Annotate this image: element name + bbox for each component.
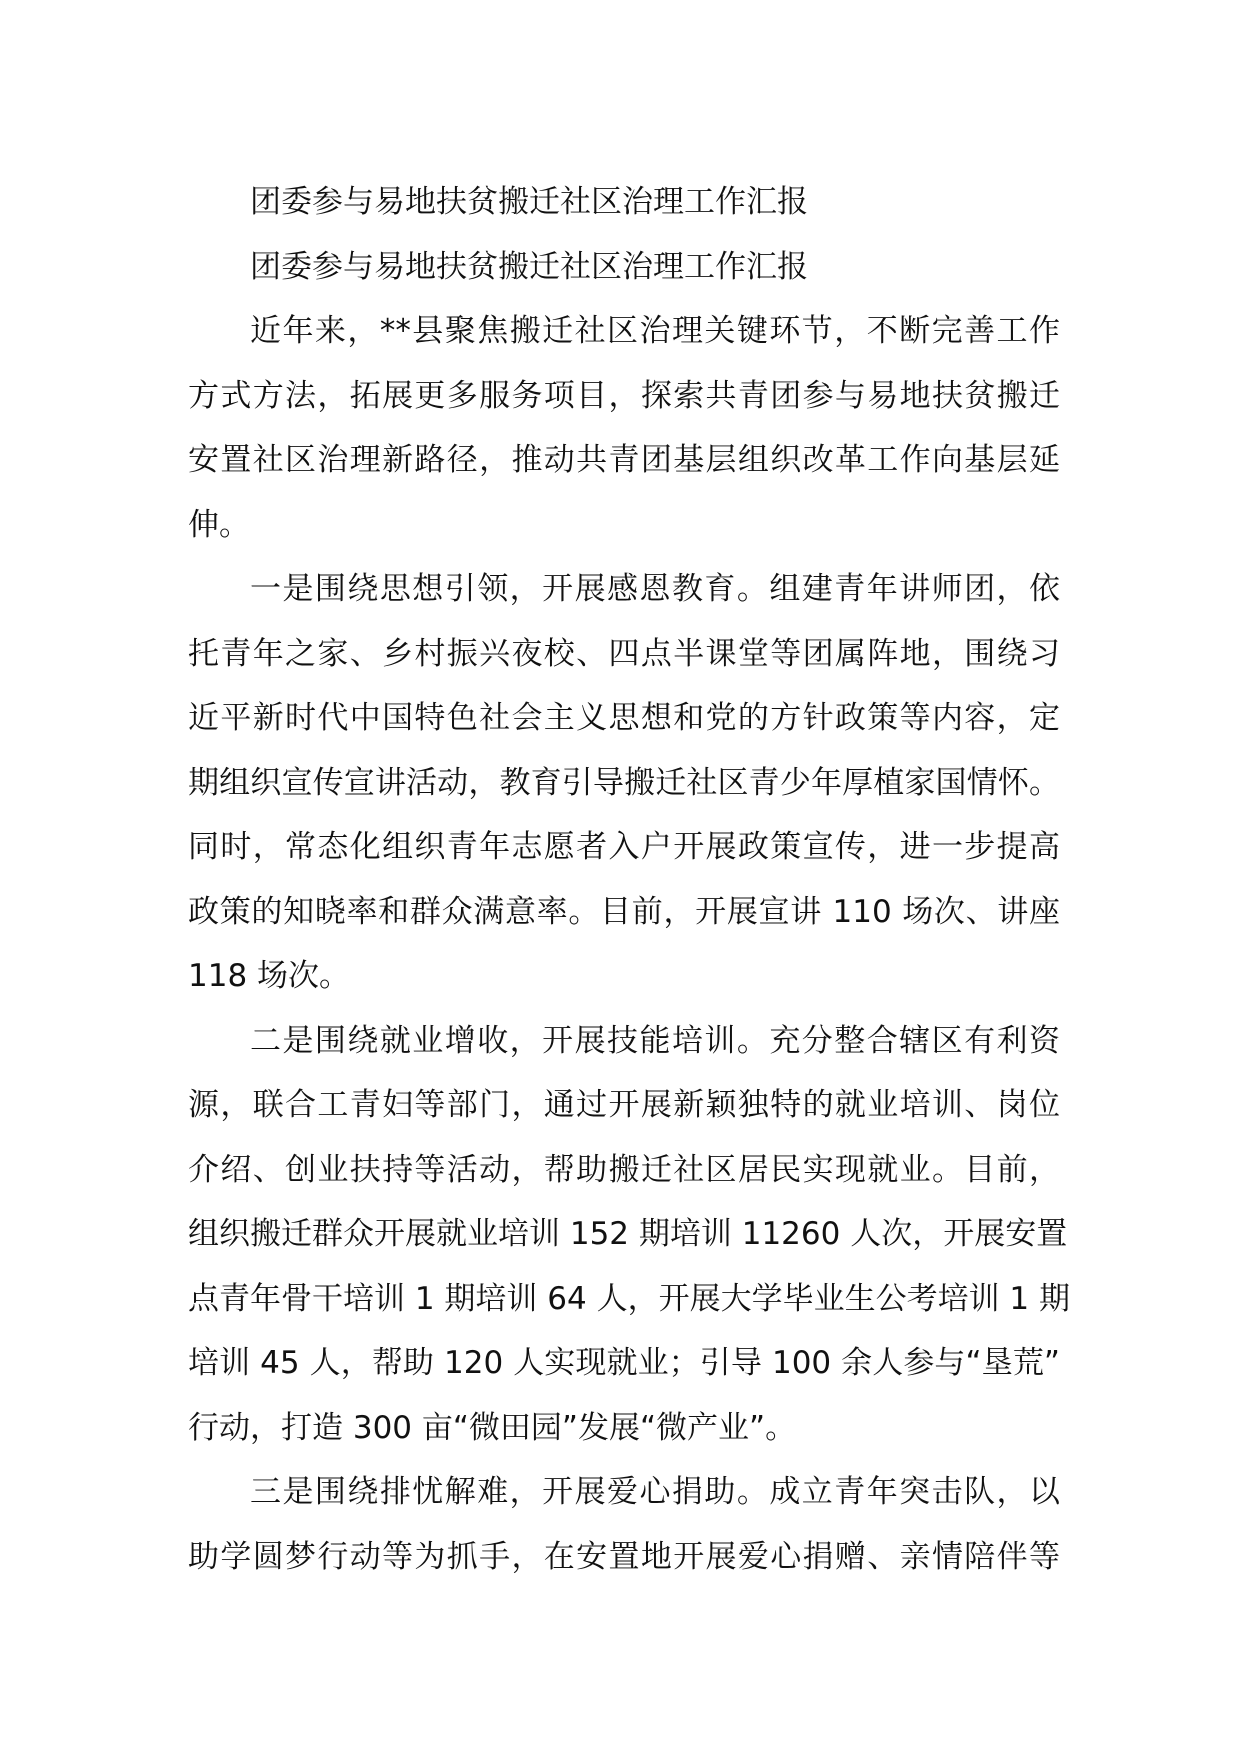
paragraph-line: 源，联合工青妇等部门，通过开展新颖独特的就业培训、岗位 <box>188 1087 1060 1123</box>
paragraph-line: 一是围绕思想引领，开展感恩教育。组建青年讲师团，依 <box>250 571 1060 607</box>
paragraph-line: 伸。 <box>188 506 250 543</box>
paragraph-assistance <box>188 1460 1060 1589</box>
paragraph-line: 方式方法，拓展更多服务项目，探索共青团参与易地扶贫搬迁 <box>188 377 1060 414</box>
paragraph-line: 118 场次。 <box>188 958 351 994</box>
paragraph-line: 二是围绕就业增收，开展技能培训。充分整合辖区有利资 <box>250 1022 1060 1059</box>
paragraph-intro <box>188 299 1060 557</box>
document-body <box>188 170 1071 1589</box>
paragraph-ideology <box>188 557 1060 1009</box>
paragraph-line: 近平新时代中国特色社会主义思想和党的方针政策等内容，定 <box>188 700 1060 736</box>
paragraph-line: 同时，常态化组织青年志愿者入户开展政策宣传，进一步提高 <box>188 829 1060 865</box>
paragraph-line: 培训 45 人，帮助 120 人实现就业；引导 100 余人参与“垦荒” <box>188 1345 1060 1381</box>
paragraph-line: 安置社区治理新路径，推动共青团基层组织改革工作向基层延 <box>188 442 1060 478</box>
paragraph-line: 期组织宣传宣讲活动，教育引导搬迁社区青少年厚植家国情怀。 <box>188 764 1060 801</box>
paragraph-line: 近年来，**县聚焦搬迁社区治理关键环节，不断完善工作 <box>250 313 1060 349</box>
paragraph-line: 点青年骨干培训 1 期培训 64 人，开展大学毕业生公考培训 1 期 <box>188 1280 1071 1317</box>
paragraph-employment <box>188 1009 1071 1461</box>
paragraph-line: 三是围绕排忧解难，开展爱心捐助。成立青年突击队，以 <box>250 1474 1060 1510</box>
paragraph-line: 托青年之家、乡村振兴夜校、四点半课堂等团属阵地，围绕习 <box>188 635 1060 672</box>
paragraph-line: 组织搬迁群众开展就业培训 152 期培训 11260 人次，开展安置 <box>188 1216 1068 1252</box>
document-title: 团委参与易地扶贫搬迁社区治理工作汇报 <box>250 184 808 220</box>
paragraph-line: 介绍、创业扶持等活动，帮助搬迁社区居民实现就业。目前， <box>188 1151 1060 1188</box>
paragraph-line: 助学圆梦行动等为抓手，在安置地开展爱心捐赠、亲情陪伴等 <box>188 1538 1060 1575</box>
paragraph-line: 行动，打造 300 亩“微田园”发展“微产业”。 <box>188 1409 797 1446</box>
document-subtitle: 团委参与易地扶贫搬迁社区治理工作汇报 <box>250 248 808 285</box>
paragraph-line: 政策的知晓率和群众满意率。目前，开展宣讲 110 场次、讲座 <box>188 893 1060 930</box>
